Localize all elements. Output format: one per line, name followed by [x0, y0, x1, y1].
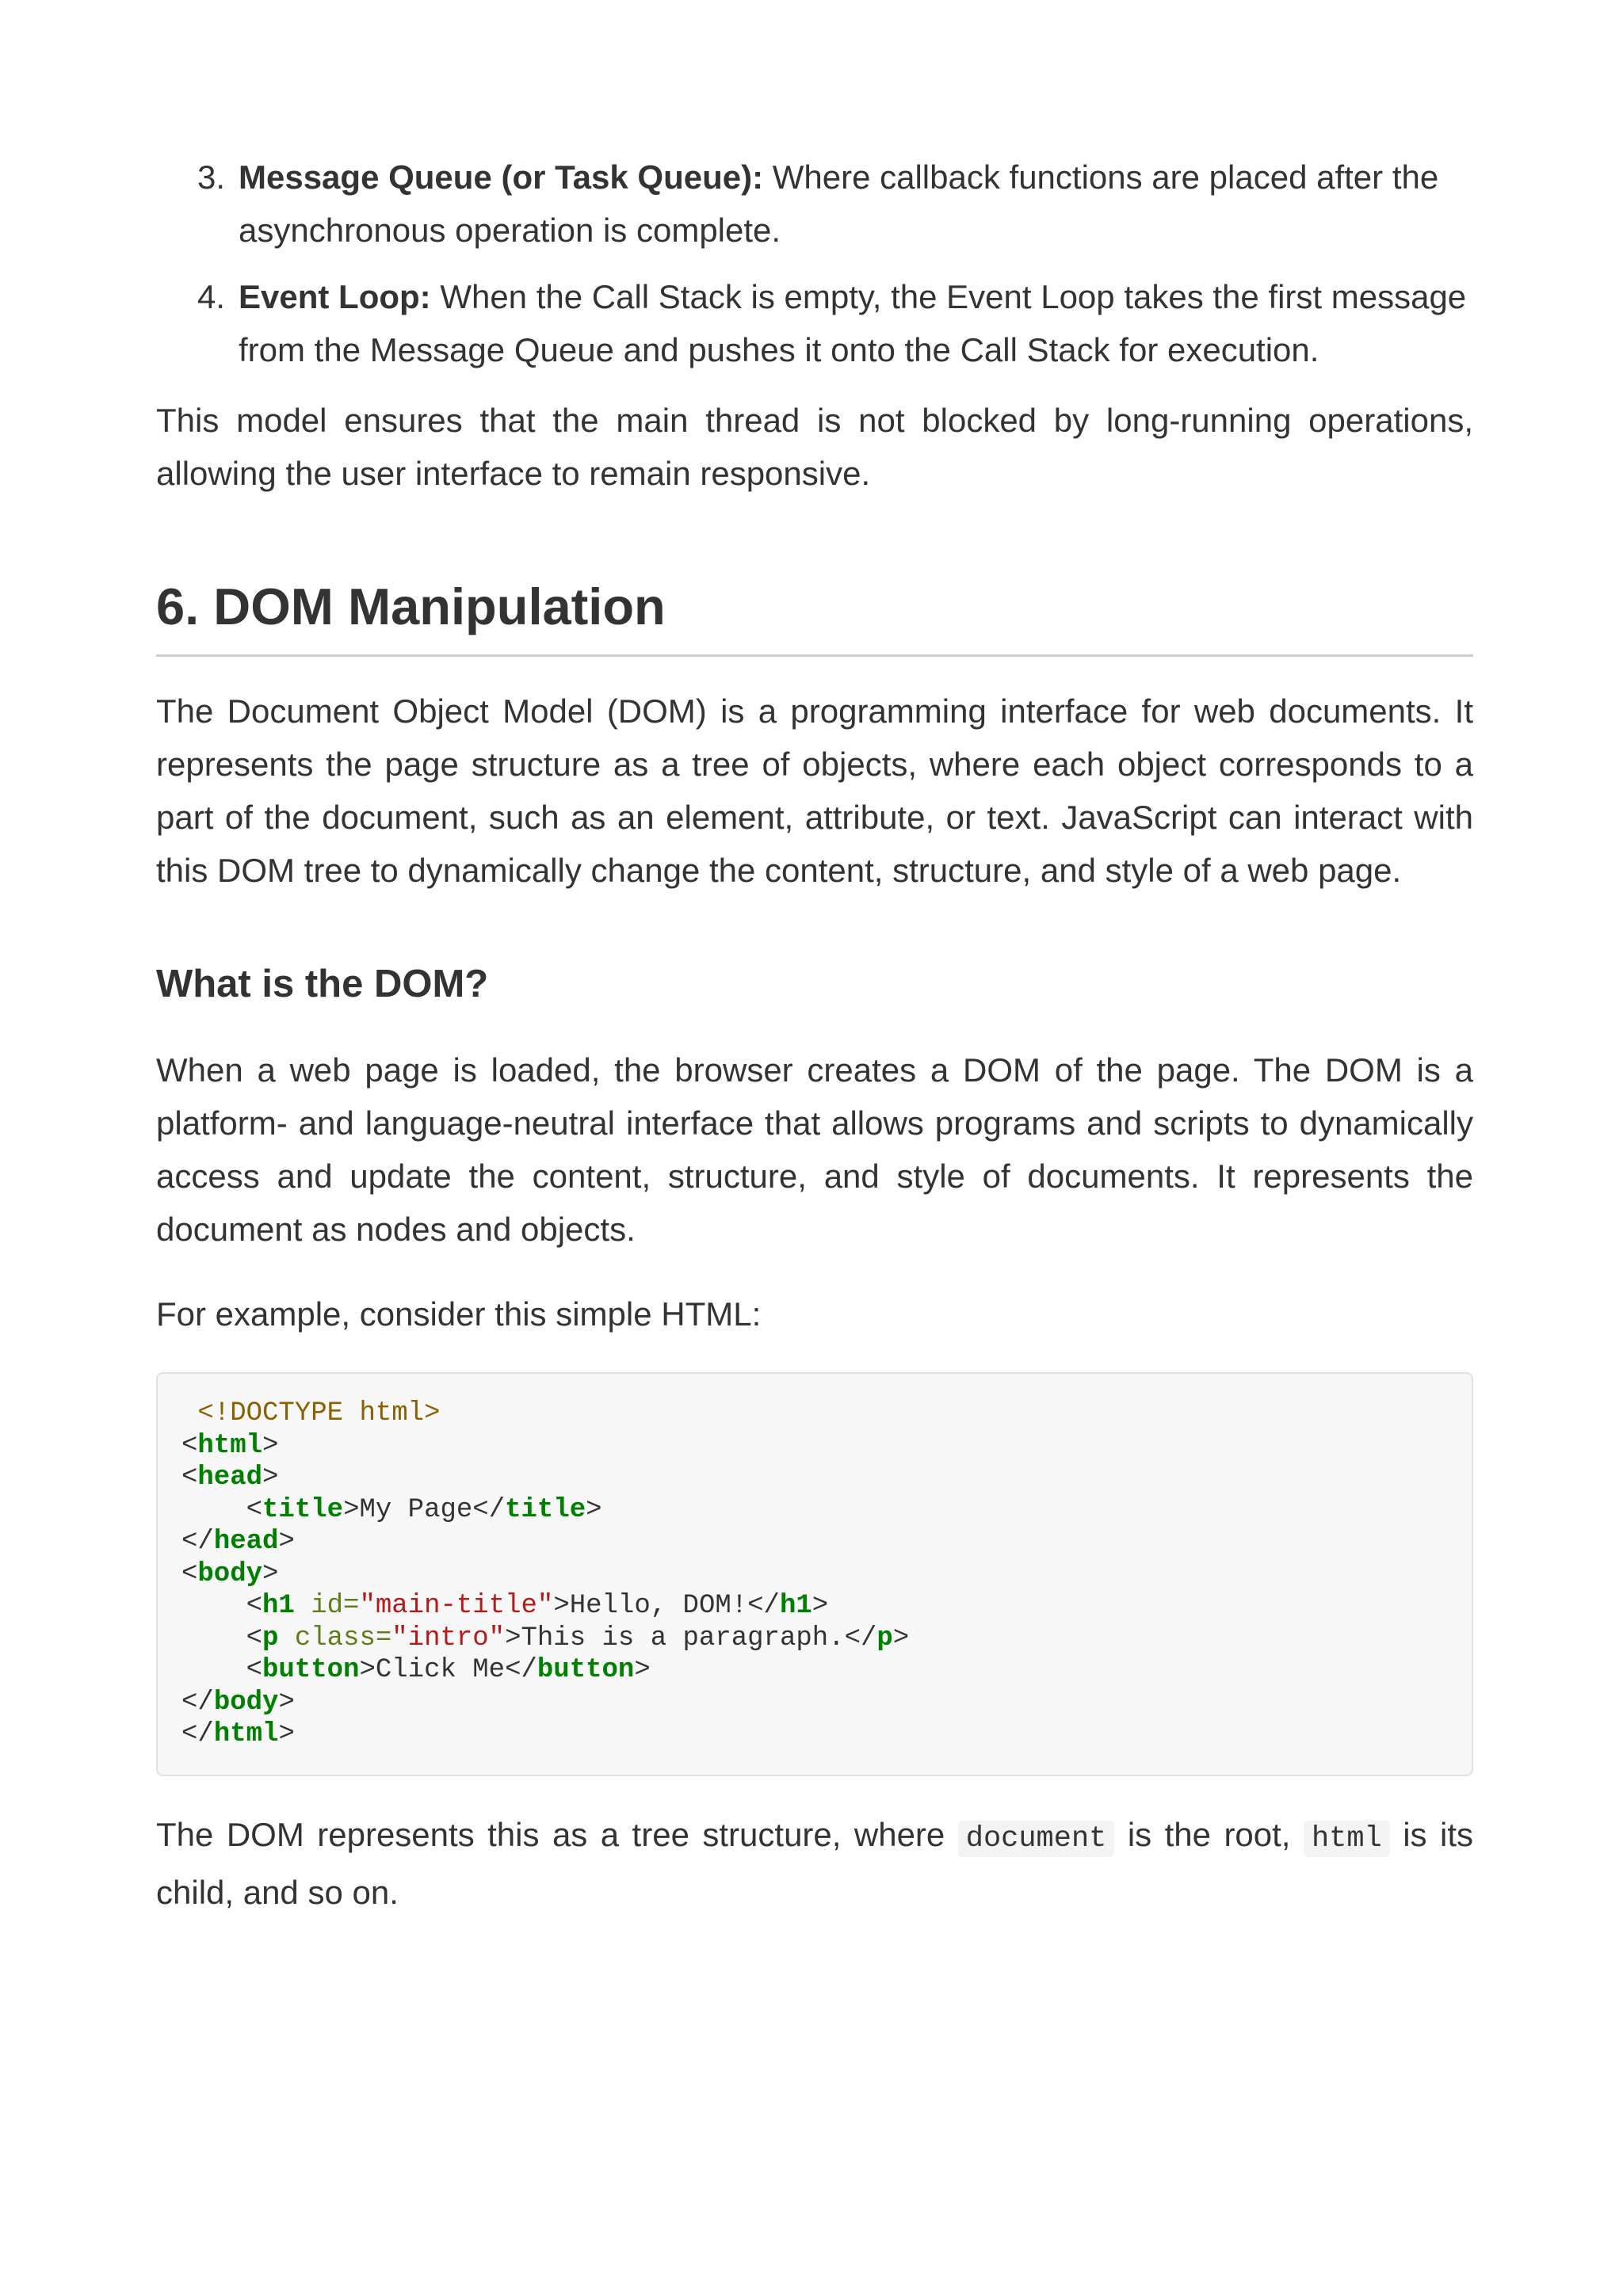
code-line: <button>Click Me</button> — [181, 1655, 651, 1685]
code-tag: body — [197, 1558, 263, 1589]
code-text: Click Me — [375, 1655, 506, 1685]
code-tag: title — [262, 1494, 344, 1525]
document-page — [156, 151, 1473, 1919]
code-tag: button — [537, 1655, 635, 1685]
dom-paragraph: When a web page is loaded, the browser creates a DOM of the page. The DOM is a platform- and language-neutral interface that allows programs and scripts to dynamically access and update the content, structure, and style of documents. It represents the document as nodes and objects. — [156, 1051, 1473, 1248]
code-tag: head — [197, 1463, 263, 1493]
code-doctype: <!DOCTYPE html> — [197, 1398, 441, 1428]
sub-heading: What is the DOM? — [156, 963, 489, 1005]
model-paragraph: This model ensures that the main thread is not blocked by long-running operations, allowing the user interface to remain responsive. — [156, 402, 1473, 492]
code-text: Hello, DOM! — [569, 1591, 748, 1621]
numbered-list — [156, 151, 1473, 376]
section-heading: 6. DOM Manipulation — [156, 575, 1473, 657]
code-tag: button — [262, 1655, 360, 1685]
code-text: My Page — [359, 1494, 473, 1525]
code-tag: p — [262, 1623, 279, 1653]
final-text-after: is its child, and so on. — [156, 1815, 1473, 1911]
code-tag: head — [213, 1527, 279, 1557]
list-item-text: Where callback functions are placed after the asynchronous operation is complete. — [239, 158, 1439, 249]
code-line: <p class="intro">This is a paragraph.</p> — [181, 1623, 910, 1653]
example-paragraph: For example, consider this simple HTML: — [156, 1295, 762, 1333]
list-item-number: 3. — [197, 158, 226, 196]
inline-code-document: document — [958, 1821, 1115, 1857]
code-line: <html> — [181, 1430, 279, 1461]
code-line: <title>My Page</title> — [181, 1494, 602, 1525]
final-paragraph — [156, 1808, 1473, 1919]
code-line: <h1 id="main-title">Hello, DOM!</h1> — [181, 1591, 829, 1621]
inline-code-html: html — [1304, 1821, 1390, 1857]
code-tag: p — [876, 1623, 893, 1653]
code-line — [181, 1398, 1472, 1430]
code-tag: html — [197, 1430, 263, 1461]
code-tag: h1 — [779, 1591, 812, 1621]
code-attr-value: "intro" — [391, 1623, 506, 1653]
code-line: </body> — [181, 1687, 295, 1718]
list-item-term: Message Queue (or Task Queue): — [239, 158, 764, 196]
code-block — [156, 1372, 1473, 1776]
list-item — [156, 270, 1473, 376]
code-tag: html — [213, 1719, 279, 1749]
code-line: <head> — [181, 1463, 279, 1493]
final-text-middle: is the root, — [1114, 1815, 1304, 1853]
code-tag: h1 — [262, 1591, 295, 1621]
final-text-before: The DOM represents this as a tree structure, where — [156, 1815, 958, 1853]
code-text: This is a paragraph. — [521, 1623, 845, 1653]
section-intro-paragraph: The Document Object Model (DOM) is a programming interface for web documents. It represents the page structure as a tree of objects, where each object corresponds to a part of the document, such as an element, attribute, or text. JavaScript can interact with this DOM tree to dynamically change the content, structure, and style of a web page. — [156, 692, 1473, 889]
code-line: </html> — [181, 1719, 295, 1749]
code-line: <body> — [181, 1558, 279, 1589]
list-item — [156, 151, 1473, 257]
code-tag: title — [505, 1494, 586, 1525]
code-line: </head> — [181, 1527, 295, 1557]
code-attr-name: class= — [294, 1623, 392, 1653]
list-item-number: 4. — [197, 278, 226, 315]
code-attr-value: "main-title" — [359, 1591, 554, 1621]
list-item-text: When the Call Stack is empty, the Event Loop takes the first message from the Message Queue and pushes it onto the Call Stack for execution. — [239, 278, 1467, 368]
code-attr-name: id= — [311, 1591, 360, 1621]
code-tag: body — [213, 1687, 279, 1718]
list-item-term: Event Loop: — [239, 278, 431, 315]
